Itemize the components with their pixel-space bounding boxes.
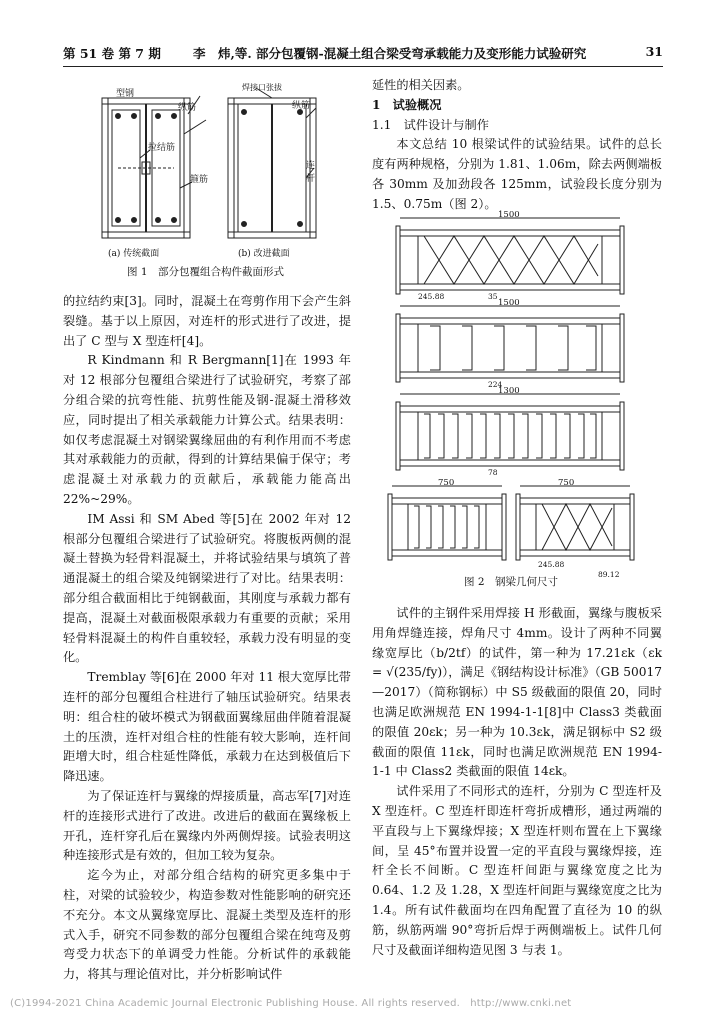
figure-2-caption: 图 2 钢梁几何尺寸 — [463, 576, 559, 588]
dim-d-total-b: 750 — [558, 478, 575, 488]
paragraph: 试件的主钢件采用焊接 H 形截面，翼缘与腹板采用角焊缝连接，焊角尺寸 4mm。设计了两种不同翼缘宽厚比（b/2tf）的试件，第一种为 17.21εk（εk = √(235/fy)），满足《钢结构设计标准》（GB 50017—2017）（简称钢标）中 S5 级截面的限值 20，同时也满足欧洲规范 EN 1994-1-1[8]中 Class3 类截面的限值 20εk；另一种为 10.3εk，满足钢标中 S2 级截面的限值 11εk，同时也满足欧洲规范 EN 1994-1-1 中 Class2 类截面的限值 14εk。 — [372, 606, 662, 779]
dim-b-bay: 224 — [488, 380, 503, 389]
label-long-bar: 纵筋 — [178, 103, 197, 113]
dim-b-total: 1500 — [498, 298, 520, 308]
dim-d-total: 750 — [438, 478, 455, 488]
header-rule — [63, 66, 663, 67]
paragraph: 本文总结 10 根梁试件的试验结果。试件的总长度有两种规格，分别为 1.81、1.06m，除去两侧端板各 30mm 及加劲段各 125mm，试验段长度分别为 1.5、0.75m（图 2）。 — [372, 137, 662, 211]
label-steel: 型钢 — [116, 89, 135, 99]
label-holes: 焊接口张拔 — [242, 83, 282, 92]
label-link: 连杆 — [306, 161, 316, 184]
subsection-heading: 1.1 试件设计与制作 — [372, 117, 489, 132]
label-long-bar-b: 纵筋 — [292, 101, 311, 111]
dim-d-left: 245.88 — [538, 560, 565, 569]
paragraph: 的拉结约束[3]。同时，混凝土在弯剪作用下会产生斜裂缝。基于以上原因，对连杆的形式进行了改进，提出了 C 型与 X 型连杆[4]。 — [63, 294, 351, 348]
paragraph: Tremblay 等[6]在 2000 年对 11 根大宽厚比带连杆的部分包覆组合柱进行了轴压试验研究。结果表明：组合柱的破坏模式为钢截面翼缘屈曲伴随着混凝土的压溃，连杆对组合柱的性能有较大影响，连杆间距增大时，组合柱延性降低，承载力在达到极值后下降迅速。 — [63, 670, 351, 784]
label-stirrup: 箍筋 — [190, 175, 209, 185]
dim-a-total: 1500 — [498, 210, 520, 220]
dim-d-right: 89.12 — [598, 570, 620, 579]
dim-c-total: 1300 — [498, 386, 520, 396]
dim-a-span: 245.88 — [418, 292, 445, 301]
sub-b: (b) 改进截面 — [238, 249, 290, 259]
paragraph: 试件采用了不同形式的连杆，分别为 C 型连杆及 X 型连杆。C 型连杆即连杆弯折成槽形，通过两端的平直段与上下翼缘焊接；X 型连杆则布置在上下翼缘间，呈 45°布置并设置一定的平直段与翼缘焊接，连杆全长不间断。C 型连杆间距与翼缘宽度之比为 0.64、1.2 及 1.28，X 型连杆间距与翼缘宽度之比为 1.4。所有试件截面均在四角配置了直径为 10 的纵筋，纵筋两端 90°弯折后焊于两侧端板上。试件几何尺寸及截面详细构造见图 3 与表 1。 — [372, 784, 662, 957]
paragraph: 为了保证连杆与翼缘的焊接质量，高志军[7]对连杆的连接形式进行了改进。改进后的截面在翼缘板上开孔，连杆穿孔后在翼缘内外两侧焊接。试验表明这种连接形式是有效的，但加工较为复杂。 — [63, 788, 351, 863]
right-column-bottom — [372, 604, 662, 960]
copyright-footer: (C)1994-2021 China Academic Journal Electronic Publishing House. All rights reserved. http://www.cnki.net — [10, 998, 572, 1009]
paragraph: R Kindmann 和 R Bergmann[1]在 1993 年对 12 根部分包覆组合梁进行了试验研究，考察了部分组合梁的抗弯性能、抗剪性能及钢-混凝土滑移效应，同时提出了相关承载能力计算公式。结果表明：如仅考虑混凝土对钢梁翼缘屈曲的有利作用而不考虑其对承载能力的贡献，得到的计算结果偏于保守；考虑混凝土对承载力的贡献后，承载能力能高出 22%~29%。 — [63, 353, 351, 506]
running-title: 李 炜,等. 部分包覆钢-混凝土组合梁受弯承载能力及变形能力试验研究 — [193, 46, 587, 61]
dim-c-bay: 78 — [488, 468, 498, 477]
left-column — [63, 292, 351, 985]
figure-1 — [88, 78, 323, 283]
section-heading: 1 试验概况 — [372, 97, 442, 112]
figure-2-drawing — [378, 212, 644, 587]
page-number: 31 — [645, 44, 663, 59]
right-column-top — [372, 76, 662, 215]
figure-2 — [378, 212, 644, 587]
paragraph: 迄今为止，对部分组合结构的研究更多集中于柱，对梁的试验较少，构造参数对性能影响的研究还不充分。本文从翼缘宽厚比、混凝土类型及连杆的形式入手，研究不同参数的部分包覆组合梁在纯弯及剪弯受力状态下的单调受力性能。分析试件的承载能力，将其与理论值对比，并分析影响试件 — [63, 868, 351, 982]
paragraph: IM Assi 和 SM Abed 等[5]在 2002 年对 12 根部分包覆组合梁进行了试验研究。将腹板两侧的混凝土替换为轻骨料混凝土，并将试验结果与填筑了普通混凝土的组合梁及纯钢梁进行了对比。结果表明：部分组合截面相比于纯钢截面，其刚度与承载力都有提高，混凝土对截面极限承载力有重要的贡献；采用轻骨料混凝土的构件自重较轻，承载力没有明显的变化。 — [63, 511, 351, 665]
figure-1-caption: 图 1 部分包覆组合构件截面形式 — [126, 266, 285, 278]
dim-a-bay: 35 — [488, 292, 498, 301]
running-header — [63, 42, 663, 62]
sub-a: (a) 传统截面 — [108, 249, 160, 259]
journal-volume: 第 51 卷 第 7 期 — [63, 46, 161, 61]
paragraph: 延性的相关因素。 — [372, 78, 470, 92]
label-tie-bar: 拉结筋 — [148, 143, 176, 153]
